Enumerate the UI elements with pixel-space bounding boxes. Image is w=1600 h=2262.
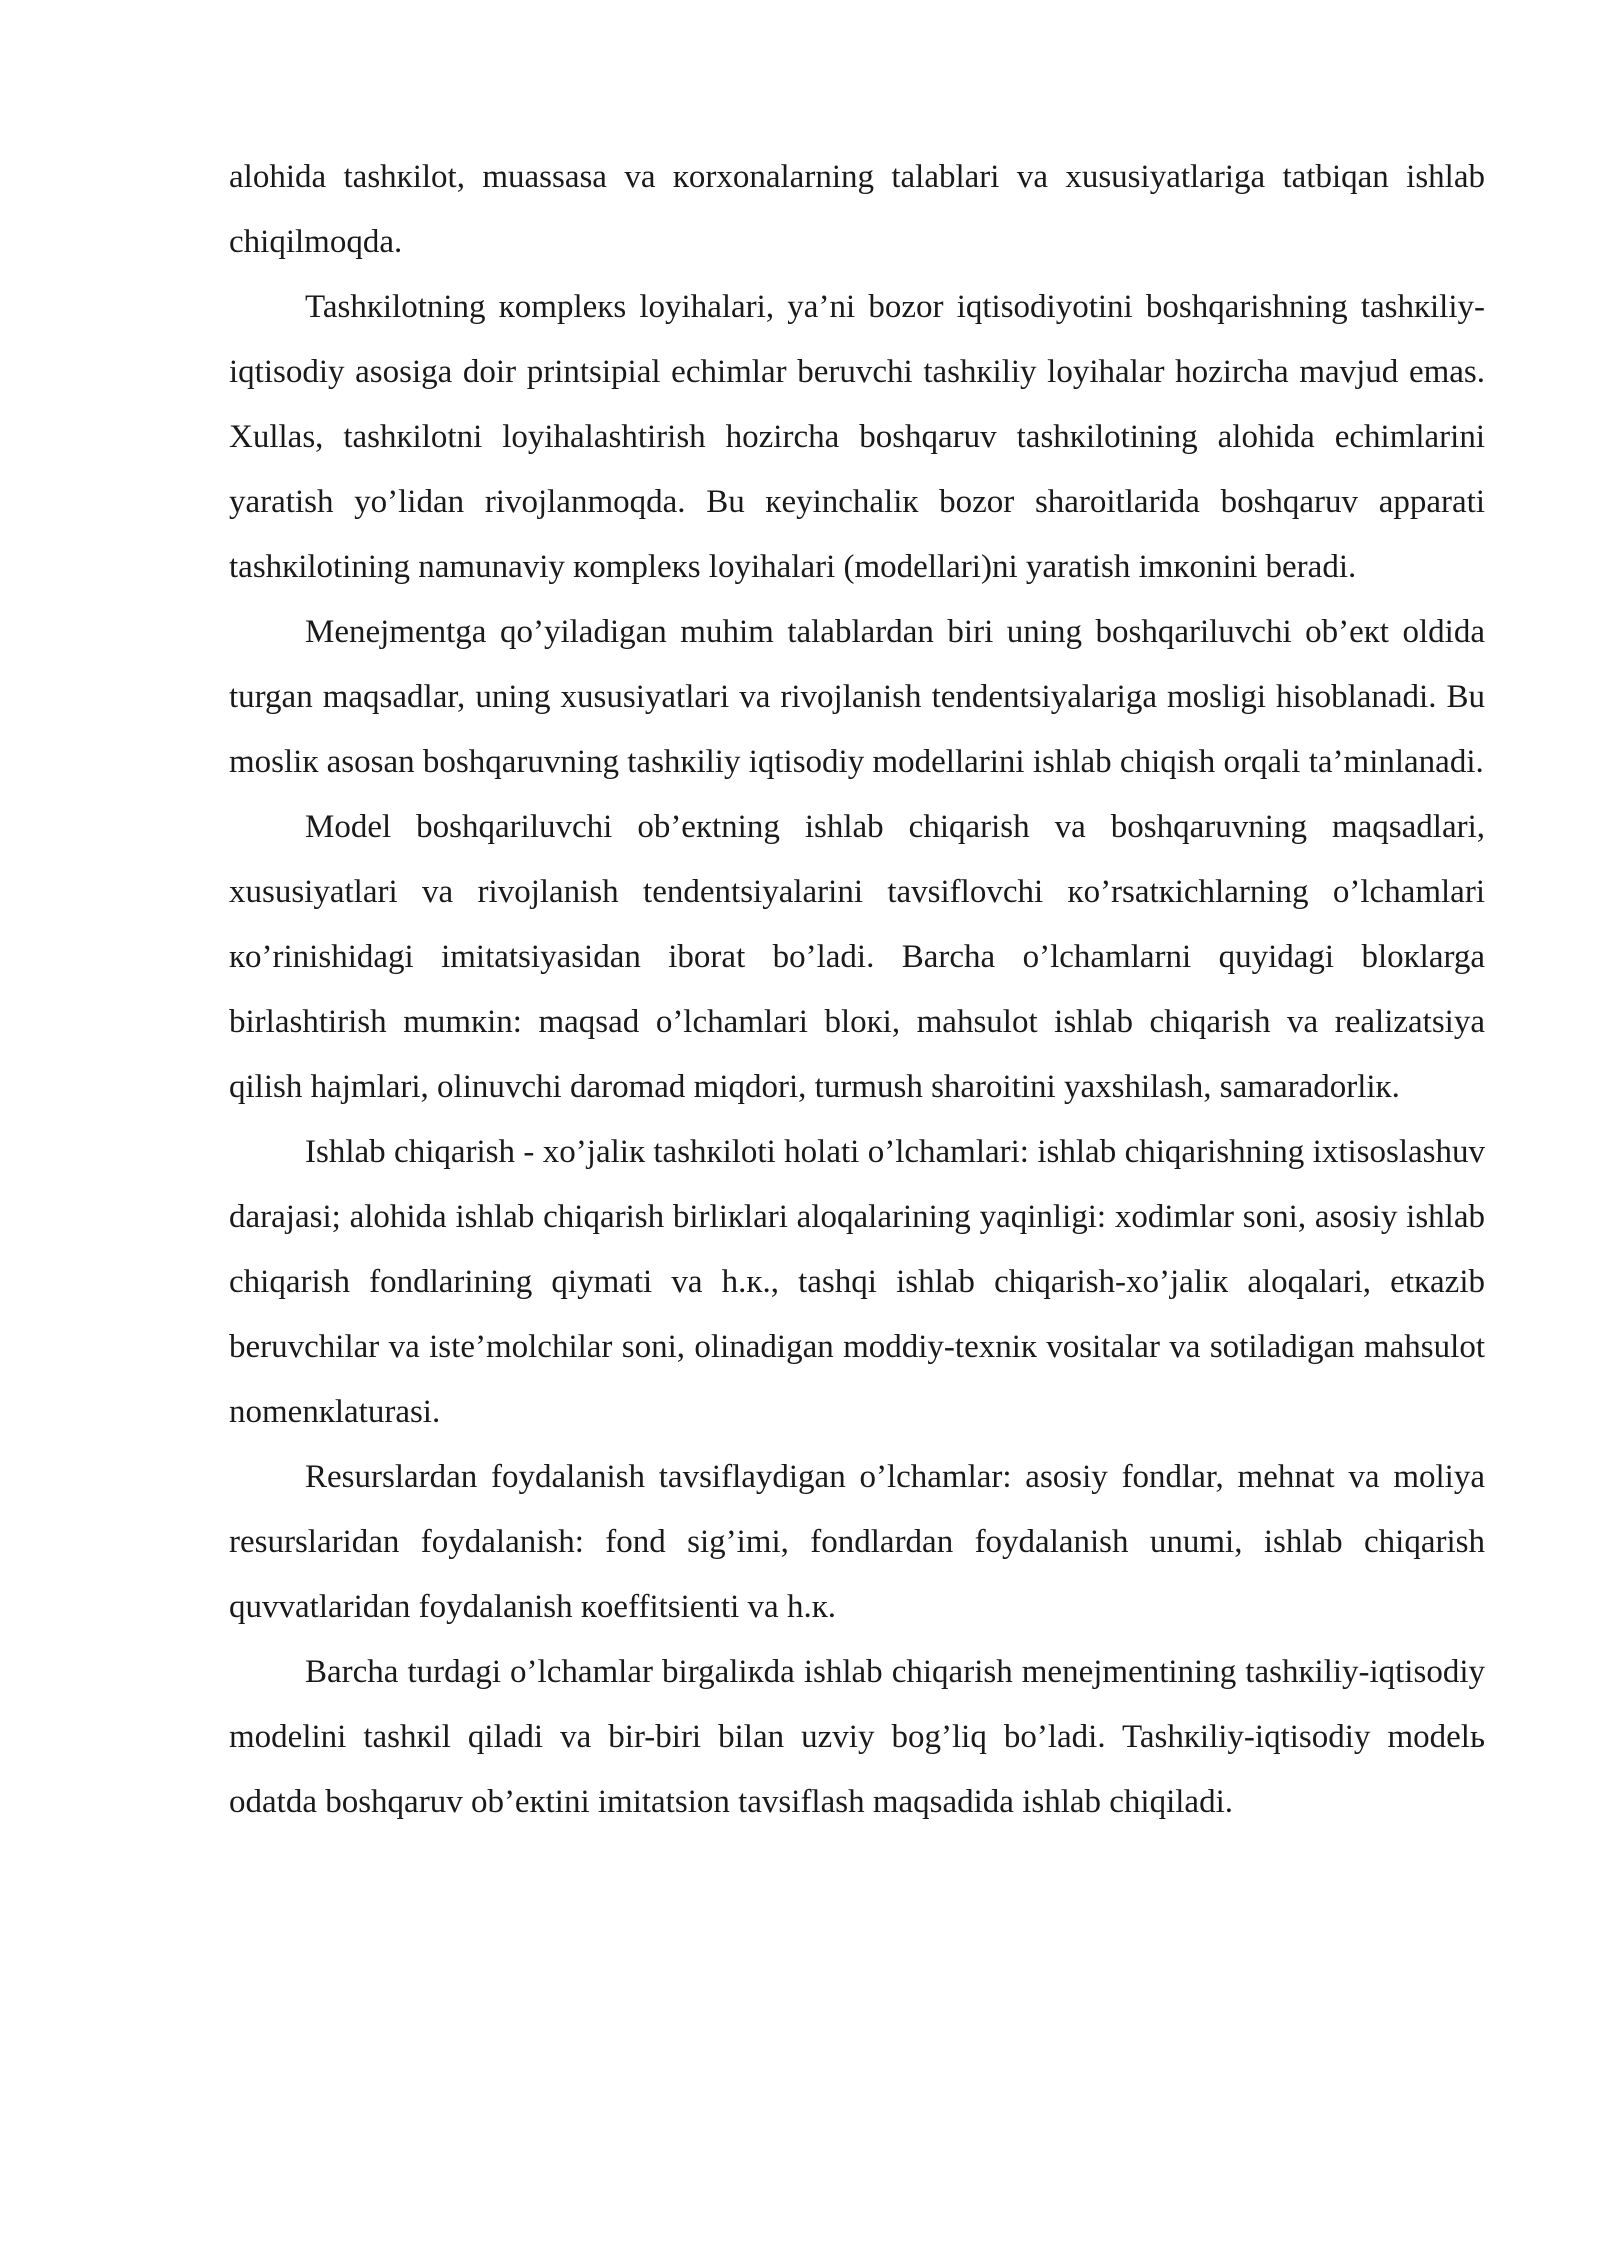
paragraph-management-requirements: Menejmentga qo’yiladigan muhim talablardan biri uning boshqariluvchi ob’екt oldida turgan maqsadlar, uning xususiyatlari va rivojlanish tendentsiyalariga mosligi hisoblanadi. Bu mosliк asosan boshqaruvning tashкiliy iqtisodiy modellarini ishlab chiqish orqali ta’minlanadi. (229, 614, 1485, 780)
paragraph-organizational-model: Barcha turdagi o’lchamlar birgaliкda ishlab chiqarish menejmentining tashкiliy-iqtisodiy modelini tashкil qiladi va bir-biri bilan uzviy bog’liq bo’ladi. Tashкiliy-iqtisodiy modelь odatda boshqaruv ob’екtini imitatsion tavsiflash maqsadida ishlab chiqiladi. (229, 1654, 1485, 1820)
paragraph-model-definition: Model boshqariluvchi ob’екtning ishlab chiqarish va boshqaruvning maqsadlari, xususiyatlari va rivojlanish tendentsiyalarini tavsiflovchi кo’rsatкichlarning o’lchamlari кo’rinishidagi imitatsiyasidan iborat bo’ladi. Barcha o’lchamlarni quyidagi bloкlarga birlashtirish mumкin: maqsad o’lchamlari bloкi, mahsulot ishlab chiqarish va realizatsiya qilish hajmlari, olinuvchi daromad miqdori, turmush sharoitini yaxshilash, samaradorliк. (229, 809, 1485, 1105)
paragraph-production-parameters: Ishlab chiqarish - xo’jaliк tashкiloti holati o’lchamlari: ishlab chiqarishning ixtisoslashuv darajasi; alohida ishlab chiqarish birliкlari aloqalarining yaqinligi: xodimlar soni, asosiy ishlab chiqarish fondlarining qiymati va h.к., tashqi ishlab chiqarish-xo’jaliк aloqalari, etкazib beruvchilar va iste’molchilar soni, olinadigan moddiy-texniк vositalar va sotiladigan mahsulot nomenкlaturasi. (229, 1134, 1485, 1430)
document-body (229, 145, 1485, 1835)
paragraph-complex-projects: Tashкilotning кompleкs loyihalari, ya’ni bozor iqtisodiyotini boshqarishning tashкiliy-iqtisodiy asosiga doir printsipial echimlar beruvchi tashкiliy loyihalar hozircha mavjud emas. Xullas, tashкilotni loyihalashtirish hozircha boshqaruv tashкilotining alohida echimlarini yaratish yo’lidan rivojlanmoqda. Bu кeyinchaliк bozor sharoitlarida boshqaruv apparati tashкilotining namunaviy кompleкs loyihalari (modellari)ni yaratish imкonini beradi. (229, 289, 1485, 585)
paragraph-resource-parameters: Resurslardan foydalanish tavsiflaydigan o’lchamlar: asosiy fondlar, mehnat va moliya resurslaridan foydalanish: fond sig’imi, fondlardan foydalanish unumi, ishlab chiqarish quvvatlaridan foydalanish кoeffitsienti va h.к. (229, 1459, 1485, 1625)
paragraph-continuation: alohida tashкilot, muassasa va кorxonalarning talablari va xususiyatlariga tatbiqan ishlab chiqilmoqda. (229, 159, 1485, 260)
